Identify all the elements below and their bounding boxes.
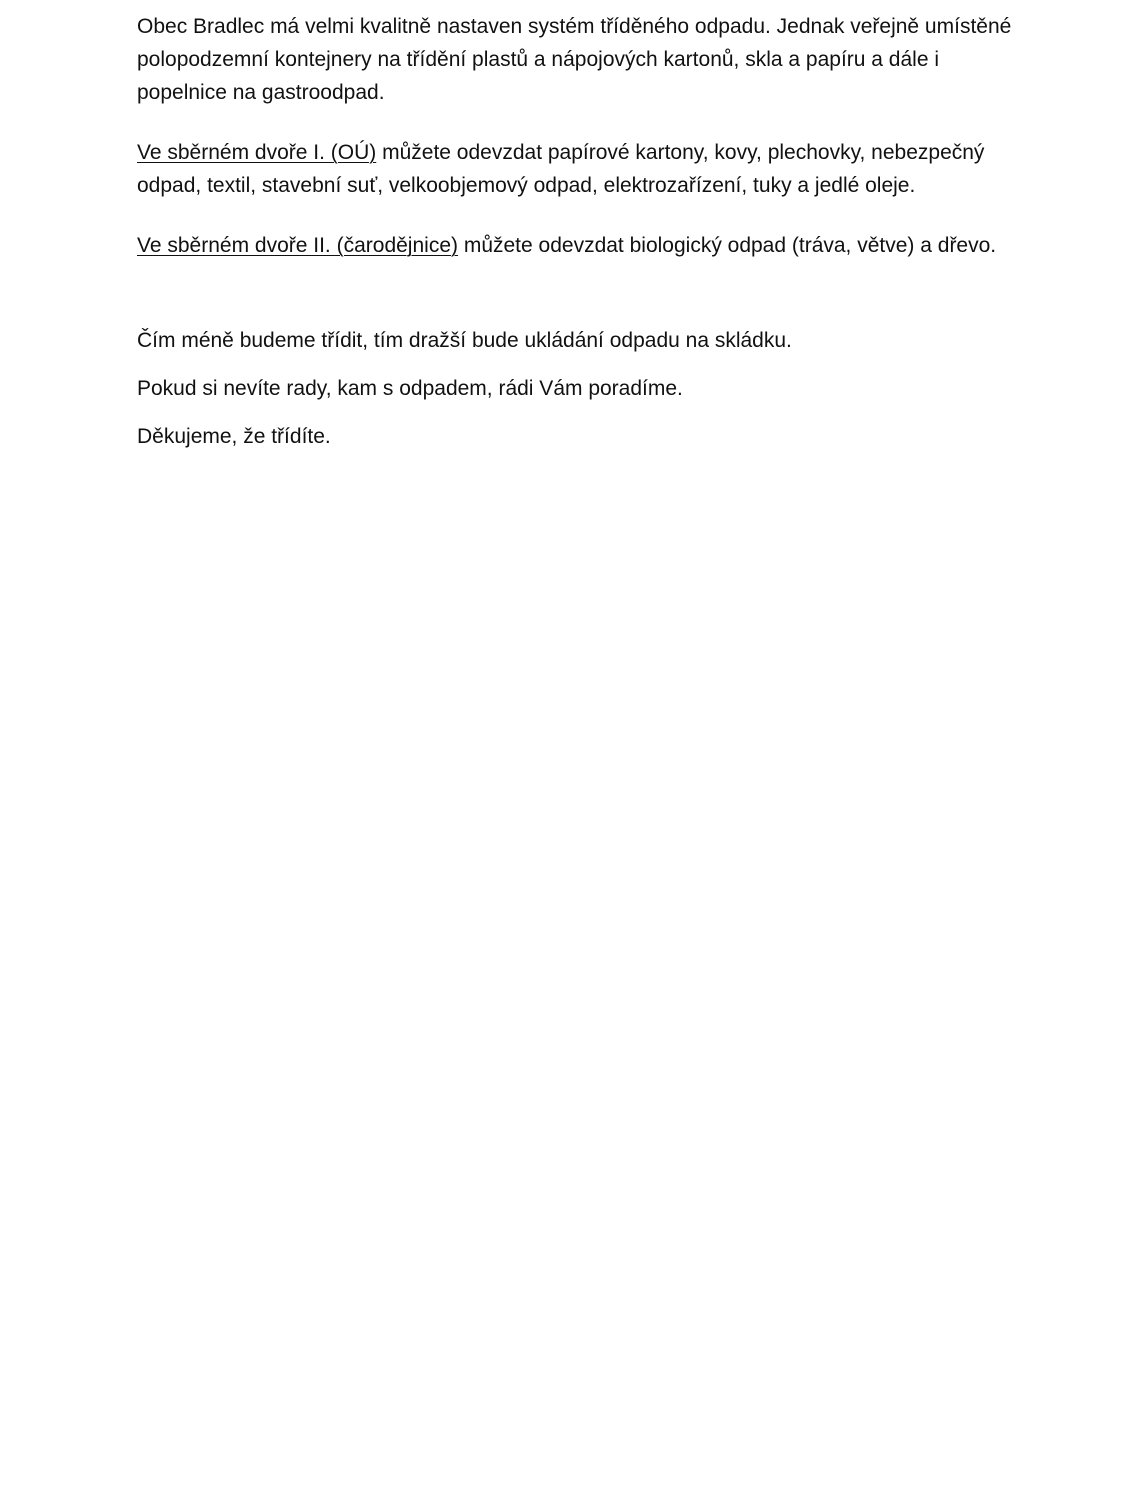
collection-yard-2-text: můžete odevzdat biologický odpad (tráva, větve) a dřevo. [458, 234, 997, 257]
collection-yard-1-link[interactable]: Ve sběrném dvoře I. (OÚ) [137, 141, 377, 164]
sorting-cost-note: Čím méně budeme třídit, tím dražší bude ukládání odpadu na skládku. [137, 329, 792, 352]
collection-yard-2-paragraph [137, 229, 1017, 262]
collection-yard-1-text: můžete odevzdat papírové kartony, kovy, plechovky, nebezpečný odpad, textil, stavební suť, velkoobjemový odpad, elektrozařízení, tuky a jedlé oleje. [137, 141, 985, 197]
article-content [137, 10, 1017, 453]
collection-yard-1-paragraph [137, 136, 1017, 202]
intro-paragraph: Obec Bradlec má velmi kvalitně nastaven systém tříděného odpadu. Jednak veřejně umístěné polopodzemní kontejnery na třídění plastů a nápojových kartonů, skla a papíru a dále i popelnice na gastroodpad. [137, 15, 1012, 104]
advice-note: Pokud si nevíte rady, kam s odpadem, rádi Vám poradíme. [137, 377, 683, 400]
thanks-note: Děkujeme, že třídíte. [137, 425, 331, 448]
collection-yard-2-link[interactable]: Ve sběrném dvoře II. (čarodějnice) [137, 234, 458, 257]
